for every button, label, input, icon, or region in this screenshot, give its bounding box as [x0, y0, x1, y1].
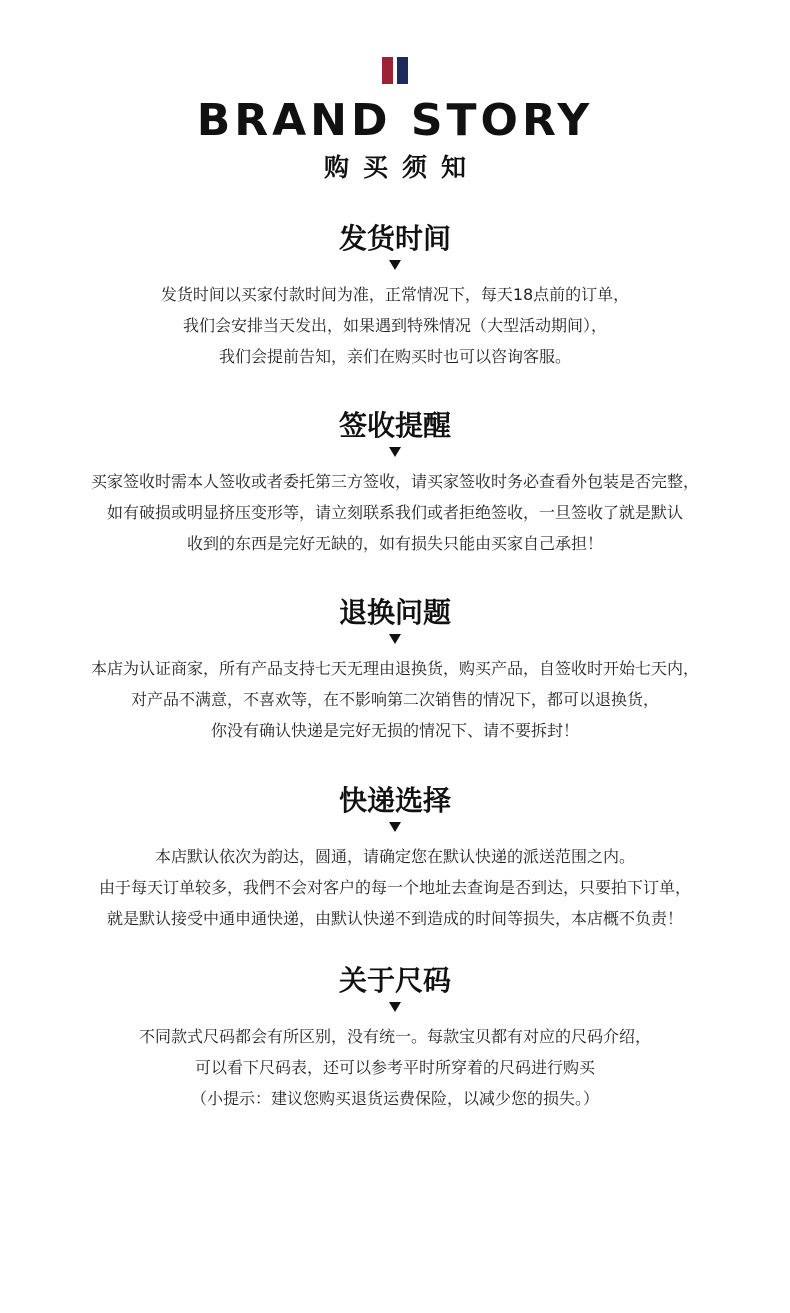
section-title: 快递选择: [338, 784, 451, 817]
body-line: 你没有确认快递是完好无损的情况下、请不要拆封！: [210, 721, 579, 740]
brand-subtitle: 购买须知: [323, 153, 480, 182]
section-body: [0, 466, 790, 559]
section-body: [0, 841, 790, 934]
flag-navy-stripe: [397, 57, 408, 84]
section-body: [0, 653, 790, 746]
down-arrow-icon: [389, 634, 401, 644]
section-returns: [0, 593, 790, 746]
section-title: 退换问题: [338, 596, 451, 629]
body-line: 就是默认接受中通申通快递，由默认快递不到造成的时间等损失，本店概不负责！: [106, 909, 683, 928]
body-line: 对产品不满意，不喜欢等，在不影响第二次销售的情况下，都可以退换货，: [130, 690, 659, 709]
section-title: 发货时间: [338, 222, 451, 255]
body-line: 不同款式尺码都会有所区别，没有统一。每款宝贝都有对应的尺码介绍，: [138, 1027, 651, 1046]
body-line: 本店默认依次为韵达，圆通，请确定您在默认快递的派送范围之内。: [154, 847, 635, 866]
body-line: 我们会提前告知，亲们在购买时也可以咨询客服。: [218, 347, 571, 366]
flag-red-stripe: [382, 57, 393, 84]
body-line: 本店为认证商家，所有产品支持七天无理由退换货，购买产品，自签收时开始七天内，: [90, 659, 699, 678]
section-sizes: [0, 961, 790, 1114]
body-line: （小提示：建议您购买退货运费保险，以减少您的损失。）: [190, 1089, 599, 1108]
section-body: [0, 1021, 790, 1114]
body-line: 买家签收时需本人签收或者委托第三方签收，请买家签收时务必查看外包装是否完整，: [90, 472, 699, 491]
body-line: 发货时间以买家付款时间为准，正常情况下，每天18点前的订单，: [160, 285, 630, 304]
down-arrow-icon: [389, 1002, 401, 1012]
body-line: 如有破损或明显挤压变形等，请立刻联系我们或者拒绝签收，一旦签收了就是默认: [106, 503, 683, 522]
body-line: 收到的东西是完好无缺的，如有损失只能由买家自己承担！: [186, 534, 603, 553]
down-arrow-icon: [389, 260, 401, 270]
section-courier: [0, 781, 790, 934]
section-receipt-reminder: [0, 406, 790, 559]
section-shipping-time: [0, 219, 790, 372]
down-arrow-icon: [389, 822, 401, 832]
down-arrow-icon: [389, 447, 401, 457]
body-line: 我们会安排当天发出，如果遇到特殊情况（大型活动期间），: [182, 316, 607, 335]
body-line: 由于每天订单较多，我們不会对客户的每一个地址去查询是否到达，只要拍下订单，: [98, 878, 691, 897]
section-title: 签收提醒: [338, 409, 451, 442]
brand-title: BRAND STORY: [196, 95, 594, 146]
section-title: 关于尺码: [338, 964, 451, 997]
section-body: [0, 279, 790, 372]
body-line: 可以看下尺码表，还可以参考平时所穿着的尺码进行购买: [194, 1058, 595, 1077]
flag-icon: [382, 57, 408, 84]
